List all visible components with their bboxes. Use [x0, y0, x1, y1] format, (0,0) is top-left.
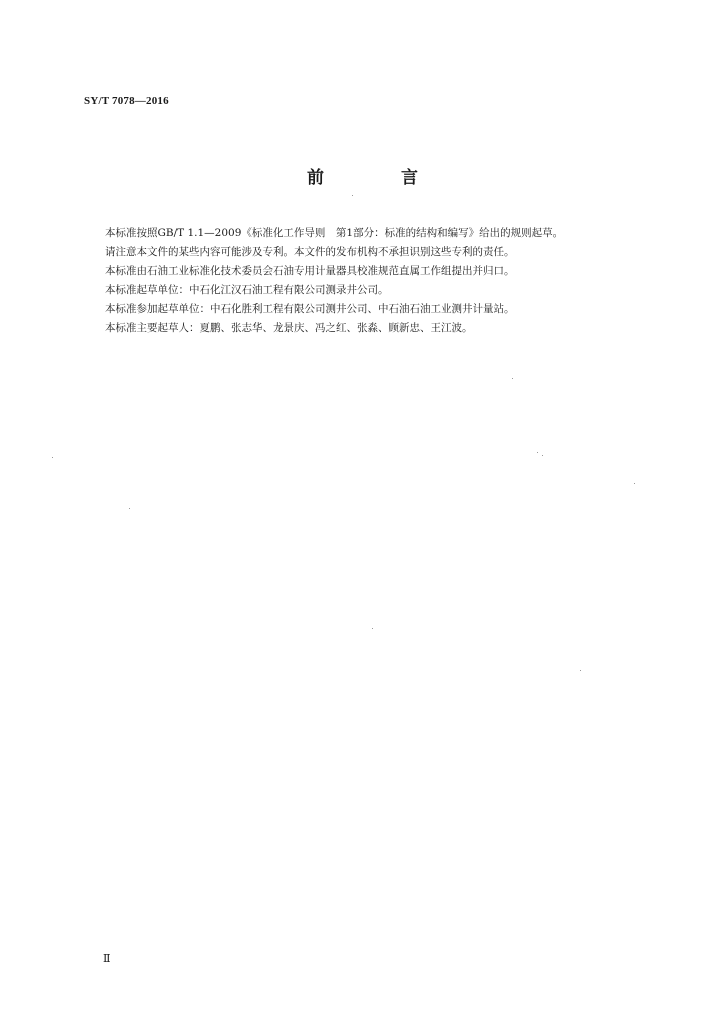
paragraph: 请注意本文件的某些内容可能涉及专利。本文件的发布机构不承担识别这些专利的责任。 [105, 246, 515, 258]
scan-speck [372, 628, 373, 629]
scan-speck [512, 378, 513, 379]
page-number: Ⅱ [103, 953, 111, 965]
foreword-body [84, 224, 664, 338]
scan-speck [129, 508, 130, 509]
scan-speck [580, 670, 581, 671]
paragraph: 本标准参加起草单位：中石化胜利工程有限公司测井公司、中石油石油工业测井计量站。 [105, 303, 515, 315]
scan-speck [52, 457, 53, 458]
scan-speck [634, 483, 635, 484]
paragraph: 本标准按照GB/T 1.1—2009《标准化工作导则 第1部分：标准的结构和编写》给出的规则起草。 [105, 227, 564, 239]
scan-speck [537, 452, 538, 453]
paragraph: 本标准由石油工业标准化技术委员会石油专用计量器具校准规范直属工作组提出并归口。 [105, 265, 515, 277]
scan-speck [352, 195, 353, 196]
page-title: 前 言 [307, 168, 448, 188]
standard-code: SY/T 7078—2016 [84, 95, 169, 107]
paragraph: 本标准起草单位：中石化江汉石油工程有限公司测录井公司。 [105, 284, 389, 296]
paragraph: 本标准主要起草人：夏鹏、张志华、龙景庆、冯之红、张淼、顾新忠、王江波。 [105, 322, 473, 334]
scan-speck [542, 455, 543, 456]
